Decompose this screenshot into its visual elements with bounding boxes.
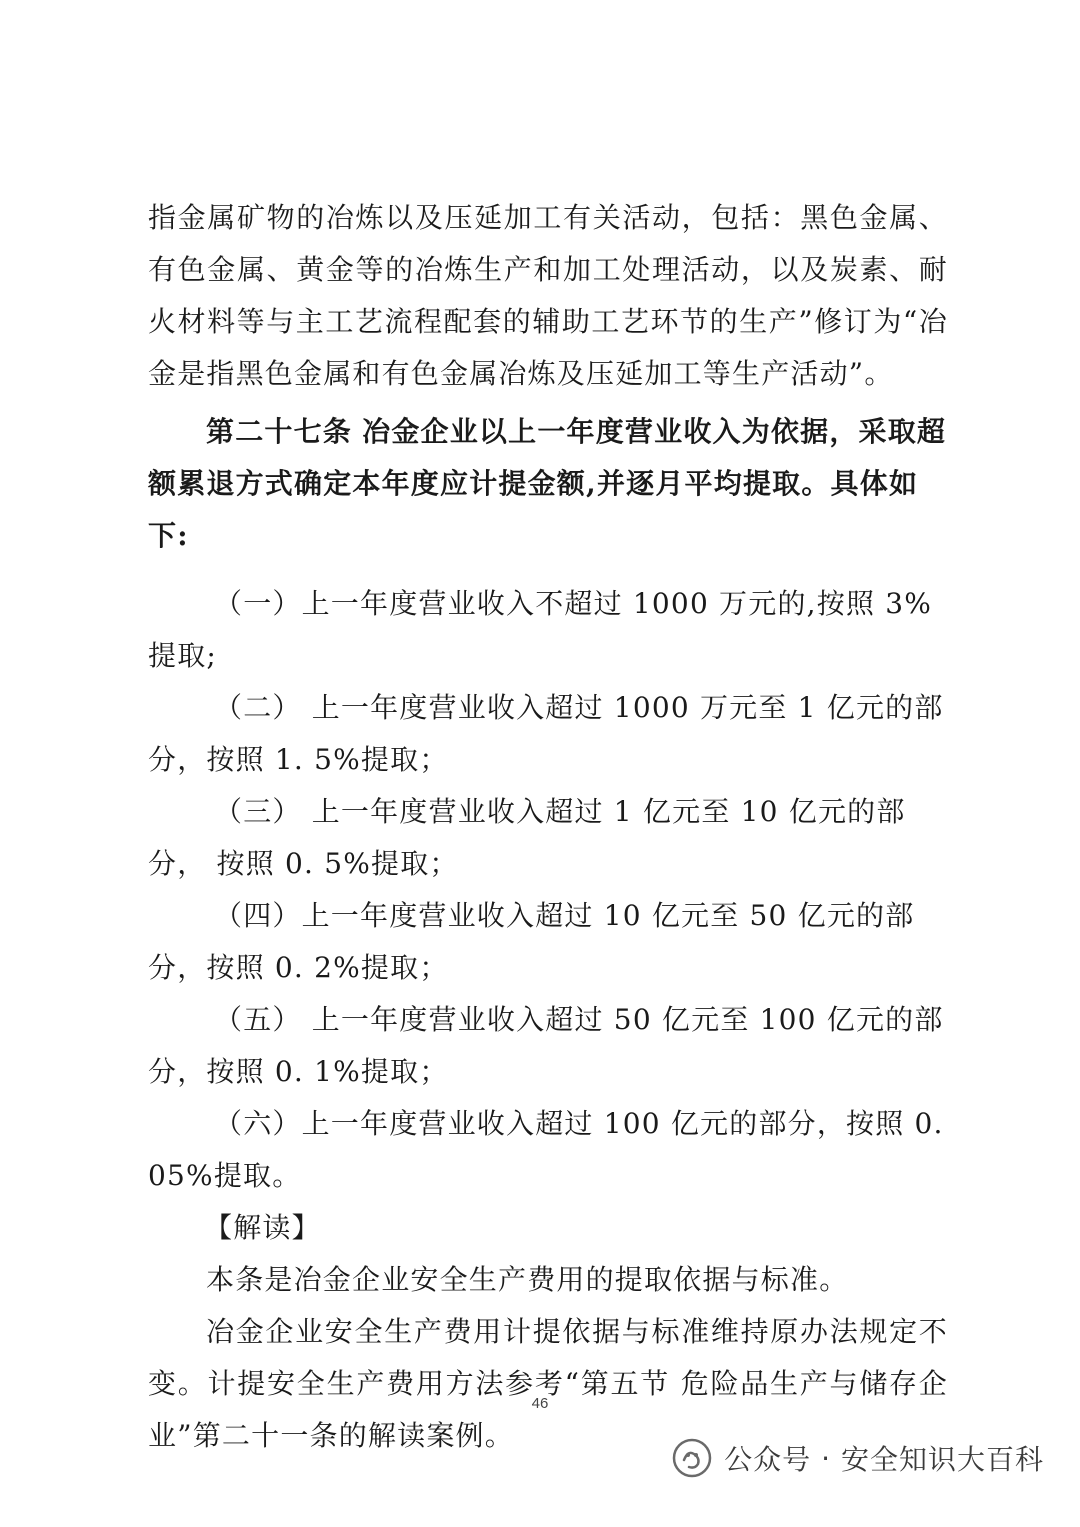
list-item: （六）上一年度营业收入超过 100 亿元的部分，按照 0. 05%提取。 — [148, 1107, 944, 1192]
watermark-account-name: 安全知识大百科 — [840, 1443, 1044, 1476]
interpretation-heading: 【解读】 — [204, 1211, 321, 1244]
wechat-icon — [672, 1438, 712, 1478]
interpretation-paragraph: 本条是冶金企业安全生产费用的提取依据与标准。 — [206, 1263, 849, 1296]
list-item: （一）上一年度营业收入不超过 1000 万元的,按照 3%提取; — [148, 587, 933, 672]
wechat-watermark — [672, 1434, 1044, 1482]
list-item: （五） 上一年度营业收入超过 50 亿元至 100 亿元的部分，按照 0. 1%提取； — [148, 1003, 944, 1088]
article-label: 第二十七条 — [206, 415, 353, 448]
list-item: （三） 上一年度营业收入超过 1 亿元至 10 亿元的部分， 按照 0. 5%提取； — [148, 795, 906, 880]
watermark-label: 公众号 — [724, 1443, 812, 1476]
article-text: 冶金企业以上一年度营业收入为依据，采取超额累退方式确定本年度应计提金额,并逐月平均提取。具体如下: — [148, 415, 947, 552]
intro-paragraph: 指金属矿物的冶炼以及压延加工有关活动，包括：黑色金属、有色金属、黄金等的冶炼生产和加工处理活动，以及炭素、耐火材料等与主工艺流程配套的辅助工艺环节的生产”修订为“冶金是指黑色金属和有色金属冶炼及压延加工等生产活动”。 — [148, 201, 948, 390]
page-number: 46 — [531, 1395, 549, 1412]
article-paragraph — [148, 406, 948, 562]
list-item: （二） 上一年度营业收入超过 1000 万元至 1 亿元的部分，按照 1. 5%提取； — [148, 691, 944, 776]
document-body — [148, 192, 948, 1462]
list-item: （四）上一年度营业收入超过 10 亿元至 50 亿元的部分，按照 0. 2%提取； — [148, 899, 915, 984]
interpretation-paragraph: 冶金企业安全生产费用计提依据与标准维持原办法规定不变。计提安全生产费用方法参考“第五节 危险品生产与储存企业”第二十一条的解读案例。 — [148, 1315, 948, 1452]
watermark-separator: · — [821, 1441, 831, 1475]
